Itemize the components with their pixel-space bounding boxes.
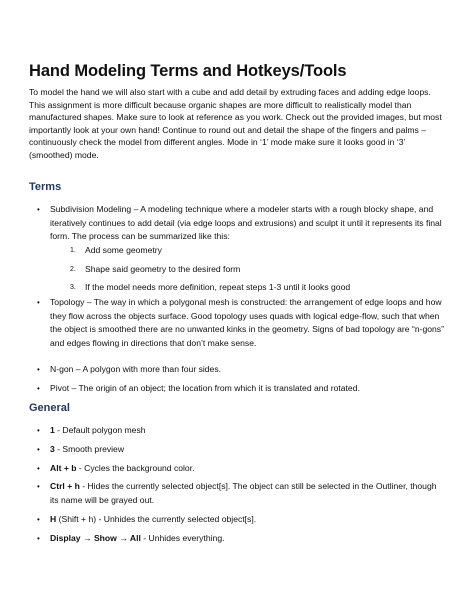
terms-heading: Terms <box>29 181 62 193</box>
hotkey-description: - Default polygon mesh <box>54 425 146 435</box>
hotkey-key: H <box>50 514 57 524</box>
page-title: Hand Modeling Terms and Hotkeys/Tools <box>29 62 347 80</box>
hotkey-item <box>50 480 446 507</box>
hotkey-key: Ctrl + h <box>50 481 80 491</box>
hotkey-item <box>50 424 446 438</box>
step-text: Add some geometry <box>85 245 162 255</box>
hotkey-item <box>50 443 446 457</box>
step-item <box>70 281 445 293</box>
step-number: 3. <box>70 284 76 291</box>
hotkey-description: - Smooth preview <box>54 444 125 454</box>
hotkey-description: - Unhides everything. <box>140 533 225 543</box>
hotkey-key: 3 <box>50 444 55 454</box>
step-text: If the model needs more definition, repeat steps 1-3 until it looks good <box>85 282 351 292</box>
hotkey-key: Display → Show → All <box>50 533 141 543</box>
hotkey-item <box>50 462 446 476</box>
hotkey-item <box>50 513 446 527</box>
term-subdivision-modeling: • Subdivision Modeling – A modeling technique where a modeler starts with a rough blocky shape, and iteratively continues to add detail (via edge loops and extrusions) and sculpt it until it represents its final form. The process can be summarized like this: <box>50 203 446 244</box>
term-ngon: • N-gon – A polygon with more than four sides. <box>50 363 446 377</box>
hotkey-description: (Shift + h) - Unhides the currently selected object[s]. <box>56 514 257 524</box>
hotkey-item <box>50 532 446 546</box>
intro-paragraph: To model the hand we will also start with a cube and add detail by extruding faces and adding edge loops. This assignment is more difficult because organic shapes are more difficult to realistically model than manufactured shapes. Make sure to look at reference as you work. Check out the provided images, but most importantly look at your own hand! Continue to round out and detail the shape of the fingers and palms – continuously check the model from different angles. Mode in ‘1’ mode make sure it looks good in ‘3’ (smoothed) mode. <box>29 87 442 160</box>
hotkey-key: 1 <box>50 425 55 435</box>
step-item <box>70 244 445 256</box>
general-heading: General <box>29 402 70 414</box>
step-number: 1. <box>70 247 76 254</box>
hotkey-description: - Cycles the background color. <box>76 463 195 473</box>
term-topology: • Topology – The way in which a polygonal mesh is constructed: the arrangement of edge loops and how they flow across the objects surface. Good topology uses quads with logical edge-flow, such that when the object is smoothed there are no unwanted kinks in the geometry. Signs of bad topology are “n-gons” and edges flowing in directions that don’t make sense. <box>50 296 446 350</box>
step-number: 2. <box>70 266 76 273</box>
hotkey-key: Alt + b <box>50 463 77 473</box>
hotkey-description: - Hides the currently selected object[s]. The object can still be selected in the Outliner, though its name will be grayed out. <box>50 481 437 505</box>
term-pivot: • Pivot – The origin of an object; the location from which it is translated and rotated. <box>50 382 446 396</box>
step-text: Shape said geometry to the desired form <box>85 264 241 274</box>
step-item <box>70 263 445 275</box>
